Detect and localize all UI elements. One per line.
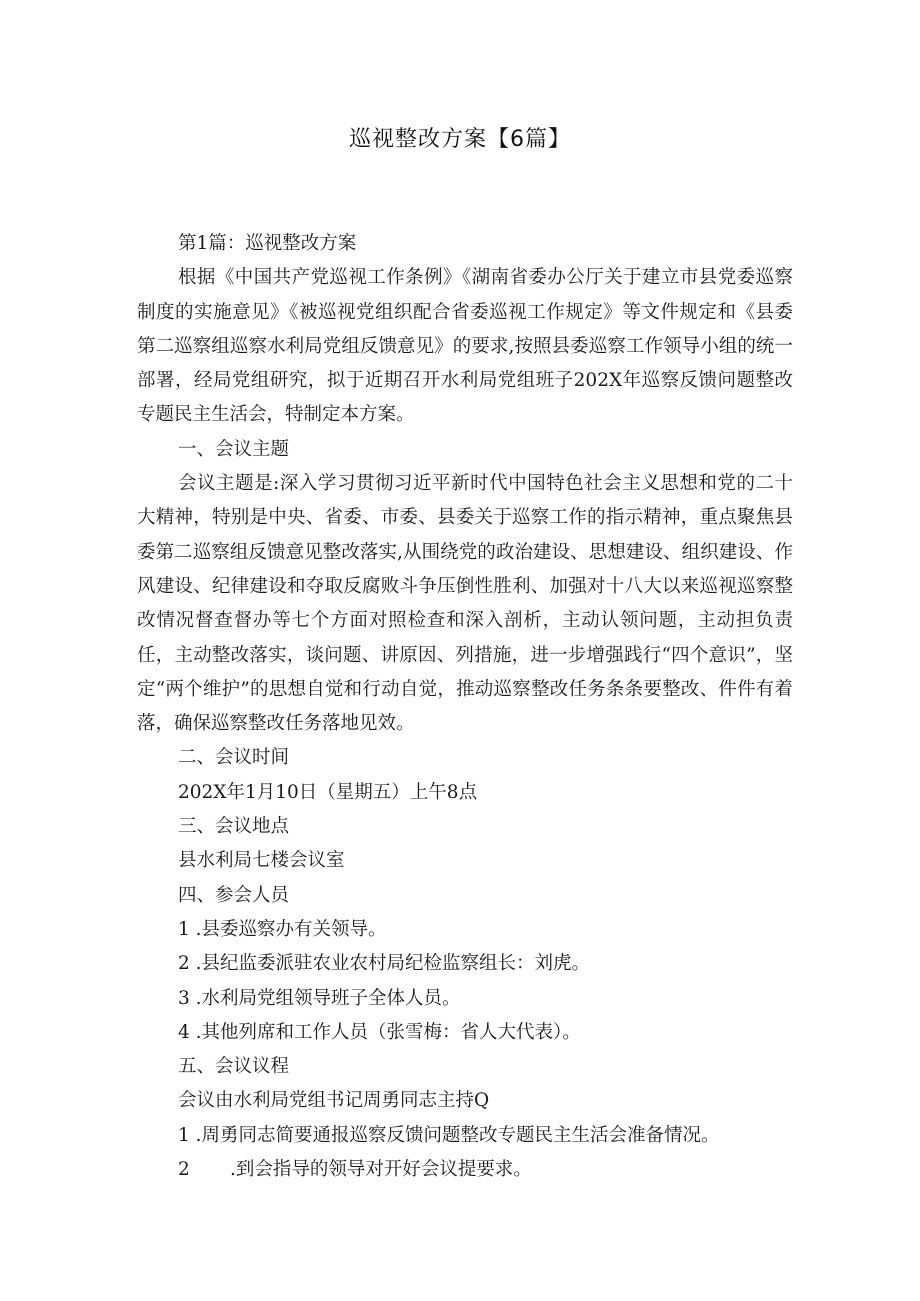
chapter-heading: 第1篇：巡视整改方案 — [178, 233, 357, 254]
list-item-number: 1 — [178, 1124, 190, 1146]
theme-heading: 一、会议主题 — [178, 438, 290, 460]
intro-paragraph: 根据《中国共产党巡视工作条例》《湖南省委办公厅关于建立市县党委巡察制度的实施意见》《被巡视党组织配合省委巡视工作规定》等文件规定和《县委第二巡察组巡察水利局党组反馈意见》的要求,按照县委巡察工作领导小组的统一部署，经局党组研究，拟于近期召开水利局党组班子202X年巡察反馈问题整改专题民主生活会，特制定本方案。 — [137, 267, 793, 426]
list-item-number: 2 — [178, 1159, 190, 1181]
list-item — [137, 913, 793, 947]
list-item-number: 2 — [178, 953, 190, 975]
list-item — [137, 1119, 793, 1153]
list-item — [137, 982, 793, 1016]
theme-paragraph: 会议主题是:深入学习贯彻习近平新时代中国特色社会主义思想和党的二十大精神，特别是中央、省委、市委、县委关于巡察工作的指示精神，重点聚焦县委第二巡察组反馈意见整改落实,从围绕党的政治建设、思想建设、组织建设、作风建设、纪律建设和夺取反腐败斗争压倒性胜利、加强对十八大以来巡视巡察整改情况督查督办等七个方面对照检查和深入剖析，主动认领问题，主动担负责任，主动整改落实，谈问题、讲原因、列措施，进一步增强践行“四个意识”，坚定“两个维护”的思想自觉和行动自觉，推动巡察整改任务条条要整改、件件有着落，确保巡察整改任务落地见效。 — [137, 473, 793, 735]
list-item-number: 4 — [178, 1021, 190, 1043]
list-item — [137, 1016, 793, 1050]
agenda-heading: 五、会议议程 — [178, 1056, 290, 1078]
list-item-text: .其他列席和工作人员（张雪梅：省人大代表）。 — [195, 1021, 581, 1043]
time-paragraph: 202X年1月10日（星期五）上午8点 — [178, 781, 478, 803]
agenda-intro: 会议由水利局党组书记周勇同志主持Q — [178, 1090, 490, 1112]
list-item-text: .水利局党组领导班子全体人员。 — [195, 987, 461, 1009]
list-item-text: .县委巡察办有关领导。 — [195, 918, 387, 940]
list-item-text: .周勇同志简要通报巡察反馈问题整改专题民主生活会准备情况。 — [195, 1124, 720, 1146]
document-title: 巡视整改方案【6篇】 — [349, 127, 571, 152]
document-body — [137, 227, 793, 1187]
place-paragraph: 县水利局七楼会议室 — [178, 850, 345, 872]
list-item — [137, 1153, 793, 1187]
attendees-heading: 四、参会人员 — [178, 884, 290, 906]
time-heading: 二、会议时间 — [178, 747, 290, 769]
list-item-number: 3 — [178, 987, 190, 1009]
list-item-text: .到会指导的领导对开好会议提要求。 — [230, 1159, 532, 1181]
list-item-text: .县纪监委派驻农业农村局纪检监察组长：刘虎。 — [195, 953, 591, 975]
list-item — [137, 947, 793, 981]
list-item-number: 1 — [178, 918, 190, 940]
place-heading: 三、会议地点 — [178, 816, 290, 838]
